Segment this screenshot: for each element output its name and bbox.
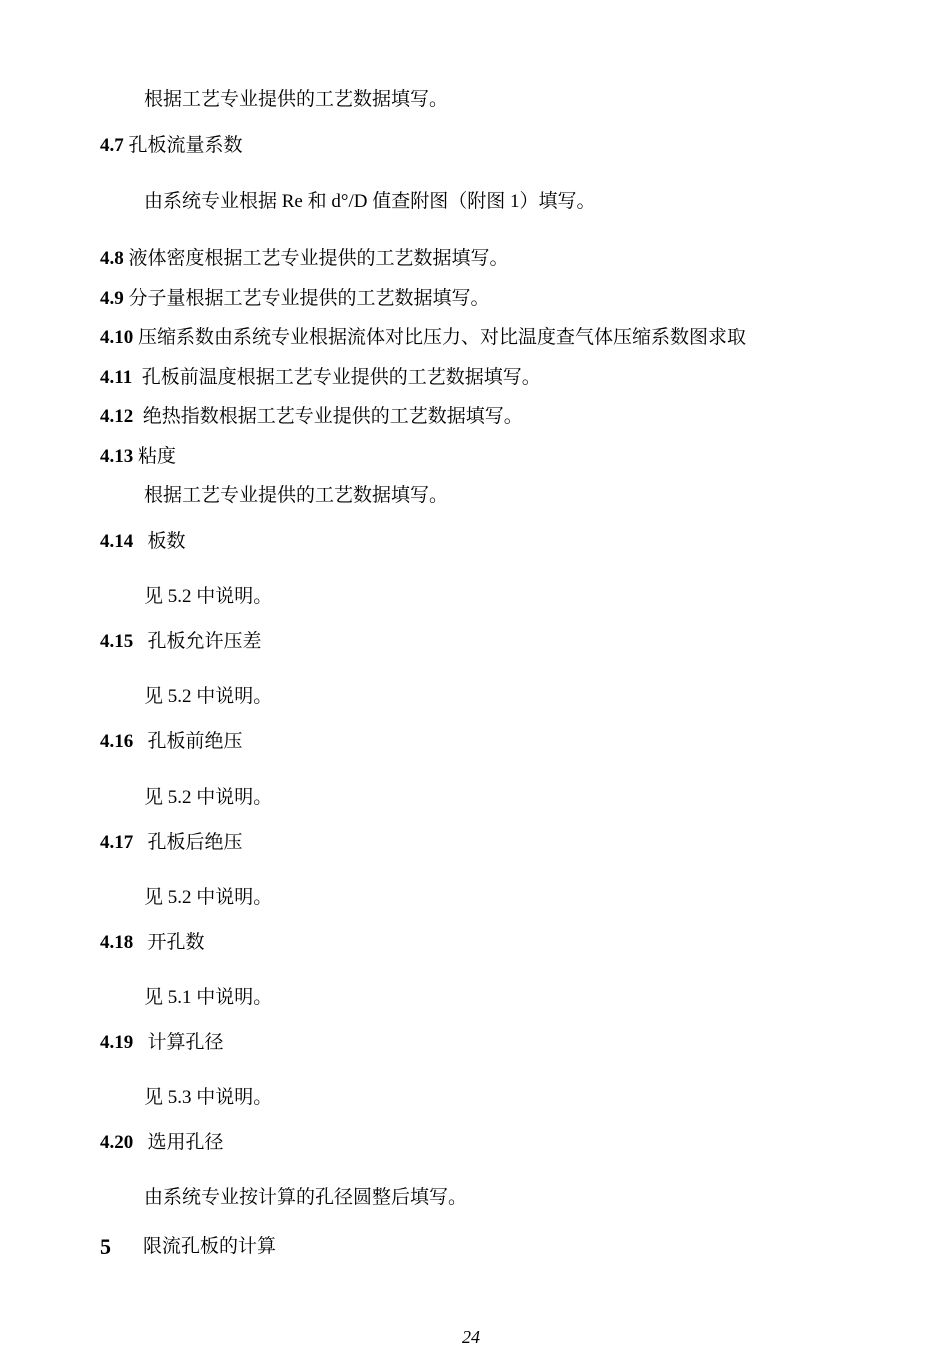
paragraph-text: 见 5.3 中说明。 bbox=[144, 1087, 273, 1108]
heading-number: 4.15 bbox=[100, 631, 134, 652]
heading-number: 4.18 bbox=[100, 932, 134, 953]
heading-number: 4.7 bbox=[100, 135, 124, 156]
heading-number: 4.19 bbox=[100, 1032, 134, 1053]
heading-text: 液体密度根据工艺专业提供的工艺数据填写。 bbox=[128, 248, 509, 269]
heading-text: 孔板流量系数 bbox=[128, 135, 243, 156]
heading-text: 孔板前绝压 bbox=[147, 731, 243, 752]
paragraph-text: 由系统专业按计算的孔径圆整后填写。 bbox=[144, 1187, 468, 1208]
heading-4-7 bbox=[100, 134, 243, 158]
heading-4-12 bbox=[100, 405, 523, 429]
heading-4-17 bbox=[100, 831, 243, 855]
heading-text: 计算孔径 bbox=[147, 1032, 224, 1053]
heading-4-10 bbox=[100, 326, 746, 350]
heading-4-18 bbox=[100, 931, 205, 955]
heading-text: 板数 bbox=[147, 531, 186, 552]
heading-text: 压缩系数由系统专业根据流体对比压力、对比温度查气体压缩系数图求取 bbox=[138, 327, 747, 348]
heading-number: 4.10 bbox=[100, 327, 134, 348]
paragraph-text: 由系统专业根据 Re 和 d°/D 值查附图（附图 1）填写。 bbox=[144, 191, 596, 212]
paragraph-text: 根据工艺专业提供的工艺数据填写。 bbox=[144, 89, 449, 110]
heading-number: 4.11 bbox=[100, 367, 133, 388]
heading-text: 粘度 bbox=[138, 446, 177, 467]
heading-4-14 bbox=[100, 530, 186, 554]
heading-4-15 bbox=[100, 630, 262, 654]
section-5-title: 限流孔板的计算 bbox=[143, 1236, 277, 1257]
heading-4-13 bbox=[100, 445, 176, 469]
heading-text: 绝热指数根据工艺专业提供的工艺数据填写。 bbox=[142, 406, 523, 427]
heading-number: 4.17 bbox=[100, 832, 134, 853]
paragraph-text: 见 5.1 中说明。 bbox=[144, 987, 273, 1008]
paragraph-text: 见 5.2 中说明。 bbox=[144, 787, 273, 808]
paragraph-text: 根据工艺专业提供的工艺数据填写。 bbox=[144, 485, 449, 506]
paragraph-text: 见 5.2 中说明。 bbox=[144, 686, 273, 707]
paragraph-text: 见 5.2 中说明。 bbox=[144, 887, 273, 908]
heading-text: 孔板后绝压 bbox=[147, 832, 243, 853]
heading-4-16 bbox=[100, 730, 243, 754]
heading-text: 孔板前温度根据工艺专业提供的工艺数据填写。 bbox=[141, 367, 541, 388]
heading-text: 孔板允许压差 bbox=[147, 631, 262, 652]
section-5-number: 5 bbox=[100, 1234, 111, 1259]
heading-text: 开孔数 bbox=[147, 932, 205, 953]
heading-4-9 bbox=[100, 287, 490, 311]
heading-number: 4.12 bbox=[100, 406, 134, 427]
heading-number: 4.16 bbox=[100, 731, 134, 752]
heading-number: 4.13 bbox=[100, 446, 134, 467]
heading-4-8 bbox=[100, 247, 509, 271]
heading-number: 4.8 bbox=[100, 248, 124, 269]
heading-number: 4.20 bbox=[100, 1132, 134, 1153]
paragraph-text: 见 5.2 中说明。 bbox=[144, 586, 273, 607]
heading-text: 分子量根据工艺专业提供的工艺数据填写。 bbox=[128, 288, 490, 309]
heading-number: 4.14 bbox=[100, 531, 134, 552]
heading-text: 选用孔径 bbox=[147, 1132, 224, 1153]
heading-4-11 bbox=[100, 366, 541, 390]
heading-4-19 bbox=[100, 1031, 224, 1055]
heading-4-20 bbox=[100, 1131, 224, 1155]
page-number: 24 bbox=[462, 1327, 480, 1347]
heading-number: 4.9 bbox=[100, 288, 124, 309]
